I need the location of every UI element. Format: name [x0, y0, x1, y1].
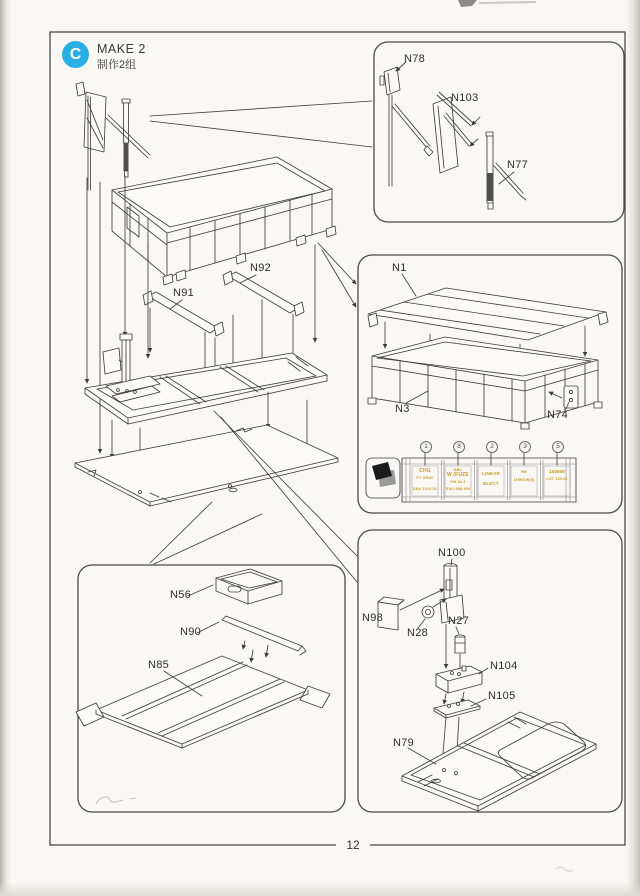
decal-text: XW 86-1 [450, 480, 466, 484]
main-mast-assembly [76, 82, 150, 190]
decal-text: LINEAR [482, 471, 500, 476]
part-label-n27: N27 [448, 615, 470, 627]
callout-wedge-top-right [150, 101, 372, 147]
part-label-n1: N1 [392, 262, 407, 274]
part-label-n103: N103 [451, 92, 479, 104]
part-label-n105: N105 [488, 690, 516, 702]
decal-text: EAU-958-990 [445, 486, 471, 491]
part-label-n91: N91 [173, 287, 195, 299]
part-label-n78: N78 [404, 53, 426, 65]
decal-plate-3 [478, 471, 504, 486]
decal-text: PT GRAY [416, 476, 434, 480]
decal-text: DBL [453, 467, 463, 472]
decal-text: W /FUZE [447, 472, 469, 478]
decal-text: LOT 155-01 [546, 476, 568, 481]
brace-n92 [223, 271, 304, 316]
part-label-n56: N56 [170, 589, 192, 601]
decal-text: CHG [419, 468, 431, 474]
part-label-n92: N92 [250, 262, 272, 274]
page-number: 12 [336, 838, 370, 852]
part-label-n85: N85 [148, 659, 170, 671]
decal-number-1: 1 [420, 441, 432, 453]
step-letter-badge: C [62, 41, 89, 68]
main-cargo-box [112, 157, 336, 285]
make-quantity-label-cn: 制作2组 [97, 59, 137, 71]
decal-plate-2 [445, 467, 471, 491]
decal-number-2: 8 [453, 441, 465, 453]
callout-wedge-bottom-left [150, 502, 262, 564]
part-label-n104: N104 [490, 660, 518, 672]
inset-top-right-art [380, 62, 529, 209]
decal-text: DNA 1010-01 [412, 486, 438, 491]
decal-text: HE [521, 469, 527, 474]
decal-text: ELECT [483, 480, 499, 486]
inset-bottom-right-art [378, 559, 596, 811]
decal-text: 155HOW(S) [513, 478, 535, 482]
part-label-n28: N28 [407, 627, 429, 639]
callout-wedge-mid-right [318, 243, 356, 307]
main-floor-plate [75, 425, 338, 506]
decal-number-4: 3 [519, 441, 531, 453]
decal-plate-4 [511, 469, 537, 483]
inset-bottom-left-art [76, 569, 330, 748]
decal-text: 155MM [548, 469, 565, 474]
part-label-n79: N79 [393, 737, 415, 749]
part-label-n77: N77 [507, 159, 529, 171]
part-label-n100: N100 [438, 547, 466, 559]
part-label-n90: N90 [180, 626, 202, 638]
decal-number-3: 2 [486, 441, 498, 453]
part-label-n74: N74 [547, 409, 569, 421]
part-label-n98: N98 [362, 612, 384, 624]
part-label-n3: N3 [395, 403, 410, 415]
decal-plate-5 [544, 469, 570, 481]
decal-plate-1 [412, 468, 438, 491]
make-quantity-label: MAKE 2 [97, 42, 146, 56]
decal-number-5: 5 [552, 441, 564, 453]
